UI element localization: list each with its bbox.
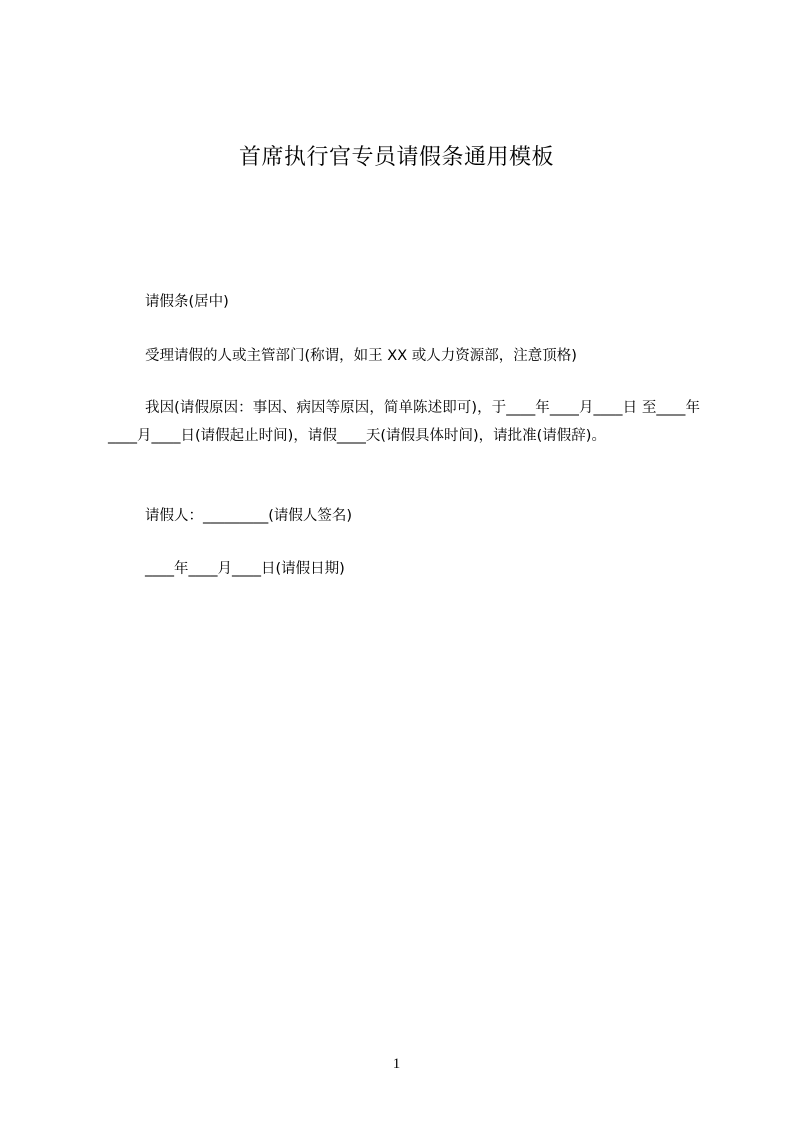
signer-line: 请假人：_________(请假人签名) <box>145 508 353 524</box>
note-heading: 请假条(居中) <box>145 294 229 310</box>
document-title: 首席执行官专员请假条通用模板 <box>238 145 554 170</box>
recipient-line: 受理请假的人或主管部门(称谓，如王 XX 或人力资源部，注意顶格) <box>145 348 577 364</box>
page-number: 1 <box>392 1056 401 1072</box>
leave-reason-paragraph: 我因(请假原因：事因、病因等原因，简单陈述即可)，于____年____月____日 至____年____月____日(请假起止时间)，请假____天(请假具体时间)，请批准(请假辞)。 <box>108 400 700 444</box>
date-line: ____年____月____日(请假日期) <box>145 561 345 577</box>
